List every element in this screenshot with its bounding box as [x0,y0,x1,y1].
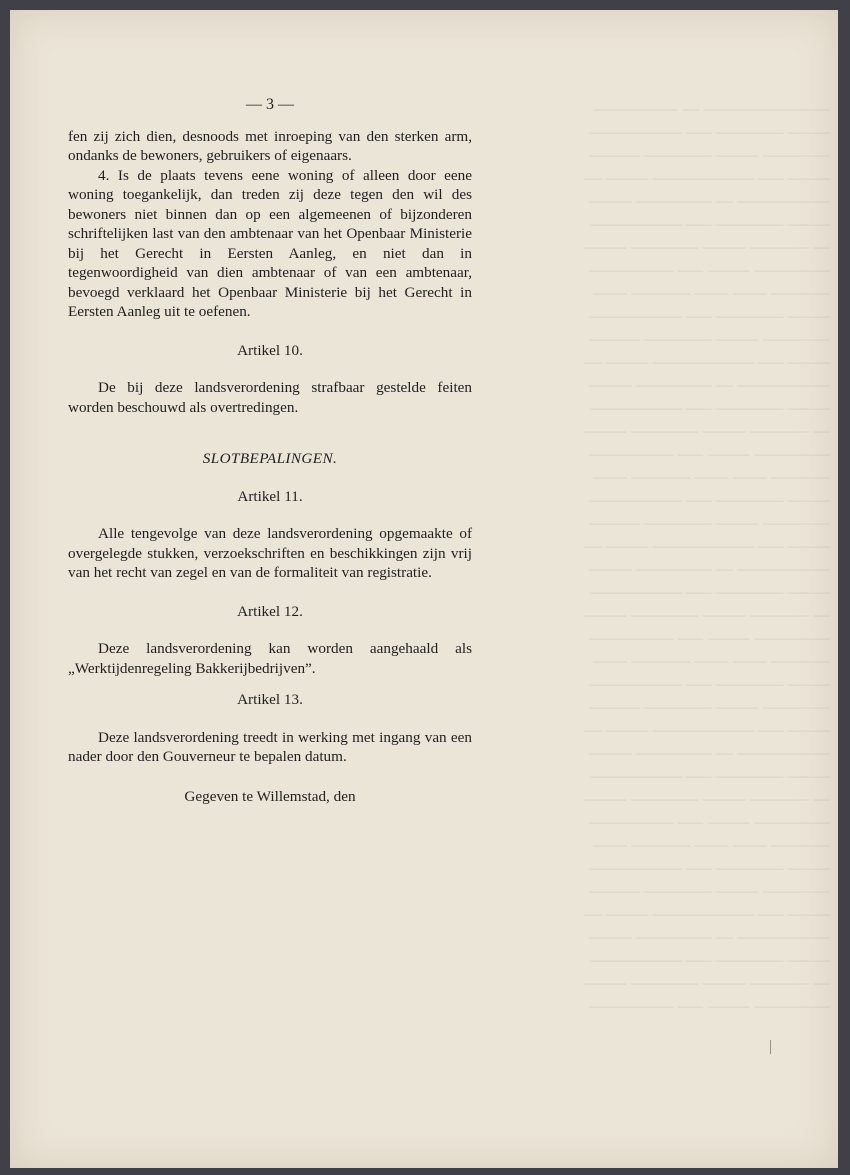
article-13-text: Deze landsverordening treedt in werking met ingang van een nader door den Gouverneur te bepalen datum. [68,728,472,765]
article-12-text: Deze landsverordening kan worden aangehaald als „Werktijdenregeling Bakkerijbedrijven”. [68,640,472,677]
article-10-heading: Artikel 10. [237,341,303,359]
page-number: — 3 — [246,96,294,113]
margin-mark [770,1040,771,1054]
document-page [10,10,838,1168]
closing-line: Gegeven te Willemstad, den [184,787,356,805]
article-12-heading: Artikel 12. [237,602,303,620]
article-13-heading: Artikel 13. [237,691,303,708]
article-10-text: De bij deze landsverordening strafbaar gestelde feiten worden beschouwd als overtredingen. [68,379,472,416]
document-body [68,95,472,806]
section-title-slotbepalingen: SLOTBEPALINGEN. [202,450,338,467]
article-11-text: Alle tengevolge van deze landsverordening opgemaakte of overgelegde stukken, verzoekschriften en beschikkingen zijn vrij van het recht van zegel en van de formaliteit van registratie. [68,525,472,581]
paragraph-continuation: fen zij zich dien, desnoods met inroeping van den sterken arm, ondanks de bewoners, gebruikers of eigenaars. [68,127,472,164]
paragraph-item-4: 4. Is de plaats tevens eene woning of alleen door eene woning toegankelijk, dan treden zij deze tegen den wil des bewoners niet binnen dan op een algemeenen of bijzonderen schriftelijken last van den ambtenaar van het Openbaar Ministerie bij het Gerecht in Eersten Aanleg, en niet dan in tegenwoordigheid van dien ambtenaar of van een ambtenaar, bevoegd verklaard het Openbaar Ministerie bij het Gerecht in Eersten Aanleg uit te oefenen. [68,166,472,320]
bleed-through-texture: ─────────────── ── ────────── ───── ──────── ─── ─────────── ──────── ───── ──────── ────── ───── ─── ──────────── ───── ── ─────────── ── ───────── ───── ───── ──────── ─── ─────────── ── ─────── ───── ──────── ───── ───────── ───── ─── ────────── ─────── ──── ──── ─────── ──── ───── ──────── ─── ─────────── ──────── ───── ──────── ────── ───── ─── ──────────── ───── ── ─────────── ── ───────── ───── ───── ──────── ─── ─────────── ── ─────── ───── ──────── ───── ───────── ───── ─── ────────── ─────── ──── ──── ─────── ──── ───── ──────── ─── ─────────── ──────── ───── ──────── ────── ───── ─── ──────────── ───── ── ─────────── ── ───────── ───── ───── ──────── ─── ─────────── ── ─────── ───── ──────── ───── ───────── ───── ─── ────────── ─────── ──── ──── ─────── ──── ───── ──────── ─── ─────────── ──────── ───── ──────── ────── ───── ─── ──────────── ───── ── ─────────── ── ───────── ───── ───── ──────── ─── ─────────── ── ─────── ───── ──────── ───── ───────── ───── ─── ────────── ─────── ──── ──── ─────── ──── ───── ──────── ─── ─────────── ──────── ───── ──────── ────── ───── ─── ──────────── ───── ── ─────────── ── ───────── ───── ───── ──────── ─── ─────────── ── ─────── ───── ──────── ───── ───────── ───── ─── ────────── [584,103,830,1016]
article-11-heading: Artikel 11. [237,487,303,505]
